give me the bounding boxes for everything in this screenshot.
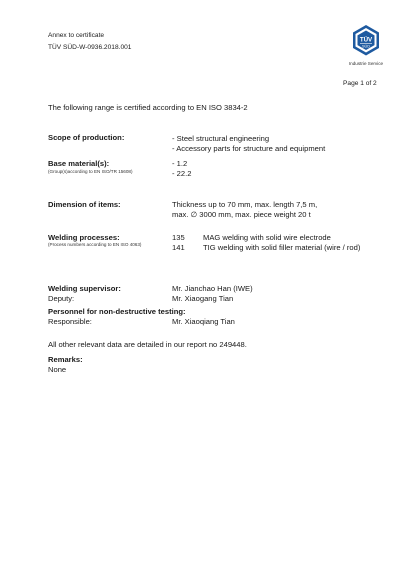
responsible-value: Mr. Xiaoqiang Tian	[172, 317, 235, 326]
dimension-label: Dimension of items:	[48, 200, 121, 209]
tuv-sud-logo	[351, 24, 381, 60]
logo-text-top: TÜV	[359, 36, 373, 44]
intro-text: The following range is certified according to EN ISO 3834-2	[48, 103, 248, 112]
ndt-personnel-label: Personnel for non-destructive testing:	[48, 307, 186, 316]
dimension-line: max. ∅ 3000 mm, max. piece weight 20 t	[172, 210, 311, 219]
logo-caption: Industrie Service	[348, 61, 384, 66]
certificate-number: TÜV SÜD-W-0936.2018.001	[48, 44, 132, 51]
deputy-value: Mr. Xiaogang Tian	[172, 294, 234, 303]
process-code: 135	[172, 233, 185, 242]
base-material-sublabel: (Group(s)according to EN ISO/TR 15608)	[48, 169, 133, 174]
report-text: All other relevant data are detailed in our report no 249448.	[48, 340, 247, 349]
base-material-label: Base material(s):	[48, 159, 110, 168]
scope-item: - Steel structural engineering	[172, 134, 270, 143]
responsible-label: Responsible:	[48, 317, 92, 326]
remarks-value: None	[48, 365, 67, 374]
remarks-label: Remarks:	[48, 355, 83, 364]
welding-supervisor-label: Welding supervisor:	[48, 284, 121, 293]
logo-text-bottom: SÜD	[361, 44, 371, 49]
page-number: Page 1 of 2	[343, 80, 377, 87]
dimension-line: Thickness up to 70 mm, max. length 7,5 m,	[172, 200, 318, 209]
welding-processes-label: Welding processes:	[48, 233, 120, 242]
base-material-item: - 22.2	[172, 169, 192, 178]
process-description: MAG welding with solid wire electrode	[203, 233, 331, 242]
scope-item: - Accessory parts for structure and equipment	[172, 144, 326, 153]
welding-processes-sublabel: (Process numbers according to EN ISO 4063)	[48, 242, 142, 247]
scope-label: Scope of production:	[48, 133, 125, 142]
deputy-label: Deputy:	[48, 294, 75, 303]
welding-supervisor-value: Mr. Jianchao Han (IWE)	[172, 284, 253, 293]
annex-label: Annex to certificate	[48, 32, 105, 39]
process-description: TIG welding with solid filler material (wire / rod)	[203, 243, 361, 252]
process-code: 141	[172, 243, 185, 252]
base-material-item: - 1.2	[172, 159, 188, 168]
